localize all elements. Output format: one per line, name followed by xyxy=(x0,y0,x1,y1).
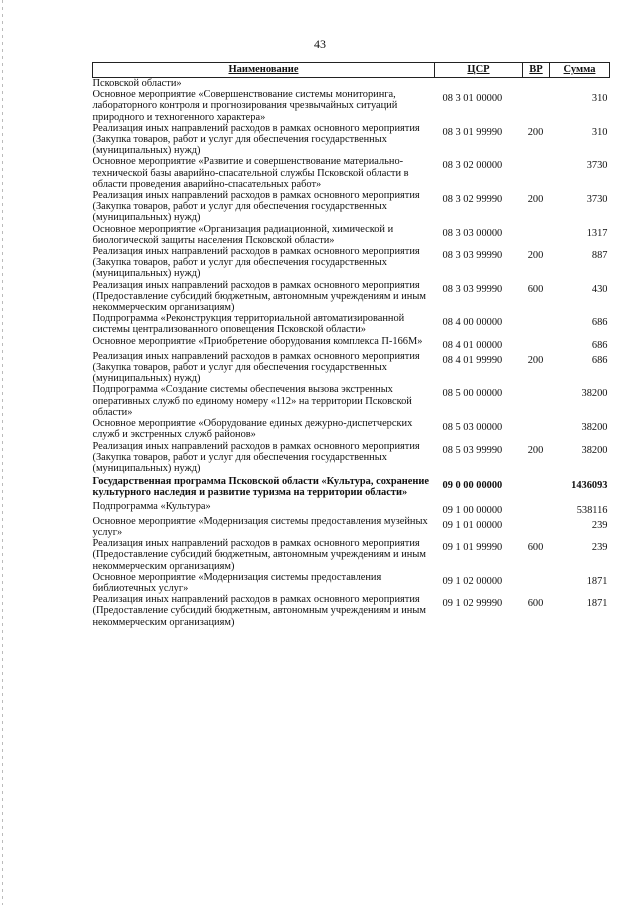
row-csr: 08 4 01 00000 xyxy=(442,339,503,351)
row-name: Реализация иных направлений расходов в рамках основного мероприятия (Закупка товаров, работ и услуг для обеспечения государственных (муниципальных) нужд) xyxy=(92,190,420,224)
row-sum: 1317 xyxy=(586,227,608,239)
table-row xyxy=(93,538,610,572)
row-vr: 200 xyxy=(527,126,544,138)
row-sum: 1871 xyxy=(586,598,608,610)
table-row xyxy=(93,499,610,516)
row-name: Реализация иных направлений расходов в рамках основного мероприятия (Закупка товаров, работ и услуг для обеспечения государственных (муниципальных) нужд) xyxy=(92,350,420,385)
row-sum: 686 xyxy=(591,317,608,329)
row-sum xyxy=(550,78,610,90)
row-sum: 1436093 xyxy=(571,480,608,492)
row-sum: 686 xyxy=(591,339,608,351)
row-name: Псковской области» xyxy=(92,78,182,89)
row-sum: 38200 xyxy=(581,388,608,400)
row-name: Основное мероприятие «Модернизация системы предоставления музейных услуг» xyxy=(92,515,428,538)
row-name: Государственная программа Псковской области «Культура, сохранение культурного наследия и развитие туризма на территории области» xyxy=(92,476,429,499)
header-vr: ВР xyxy=(523,63,550,78)
row-sum: 38200 xyxy=(581,444,608,456)
row-vr xyxy=(523,89,550,123)
table-row xyxy=(93,190,610,224)
row-sum: 538116 xyxy=(576,504,608,516)
page-number: 43 xyxy=(314,37,326,51)
row-csr: 09 1 01 00000 xyxy=(442,519,503,531)
table-body xyxy=(93,78,610,628)
row-sum: 1871 xyxy=(586,575,608,587)
row-csr: 08 5 00 00000 xyxy=(442,388,503,400)
row-name: Реализация иных направлений расходов в рамках основного мероприятия (Предоставление субсидий бюджетным, автономным учреждениям и иным некоммерческим организациям) xyxy=(92,279,426,314)
row-csr: 08 3 01 00000 xyxy=(442,93,503,105)
row-sum: 239 xyxy=(591,519,608,531)
table-row xyxy=(93,156,610,190)
scan-margin-line xyxy=(2,0,3,905)
row-name: Основное мероприятие «Оборудование единых дежурно-диспетчерских служб и экстренных служб районов» xyxy=(92,418,413,441)
row-vr xyxy=(523,384,550,418)
row-vr xyxy=(523,336,550,351)
header-sum: Сумма xyxy=(550,63,610,78)
header-name: Наименование xyxy=(93,63,435,78)
row-csr: 08 3 03 99990 xyxy=(442,250,503,262)
row-vr: 600 xyxy=(527,598,544,610)
row-csr: 08 3 03 99990 xyxy=(442,283,503,295)
row-vr xyxy=(523,499,550,516)
row-sum: 686 xyxy=(591,354,608,366)
row-csr: 08 3 02 99990 xyxy=(442,194,503,206)
row-csr: 08 5 03 99990 xyxy=(442,444,503,456)
row-sum: 239 xyxy=(591,542,608,554)
row-vr xyxy=(523,474,550,498)
row-vr: 600 xyxy=(527,542,544,554)
row-csr: 09 1 01 99990 xyxy=(442,542,503,554)
row-csr: 08 5 03 00000 xyxy=(442,422,503,434)
table-header-row xyxy=(93,63,610,78)
row-name: Реализация иных направлений расходов в рамках основного мероприятия (Закупка товаров, работ и услуг для обеспечения государственных (муниципальных) нужд) xyxy=(92,440,420,474)
row-vr xyxy=(523,313,550,335)
row-vr: 200 xyxy=(527,194,544,206)
row-vr xyxy=(523,156,550,190)
row-name: Основное мероприятие «Совершенствование системы мониторинга, лабораторного контроля и прогнозирования чрезвычайных ситуаций природного и техногенного характера» xyxy=(92,89,398,123)
row-sum: 430 xyxy=(591,283,608,295)
row-csr: 08 3 03 00000 xyxy=(442,227,503,239)
row-vr: 200 xyxy=(527,354,544,366)
row-vr xyxy=(523,516,550,538)
table-row xyxy=(93,336,610,351)
row-name: Основное мероприятие «Организация радиационной, химической и биологической защиты населения Псковской области» xyxy=(92,223,394,246)
row-vr: 200 xyxy=(527,250,544,262)
table-row xyxy=(93,418,610,440)
row-vr xyxy=(523,418,550,440)
row-sum: 887 xyxy=(591,250,608,262)
row-name: Реализация иных направлений расходов в рамках основного мероприятия (Предоставление субсидий бюджетным, автономным учреждениям и иным некоммерческим организациям) xyxy=(92,538,426,572)
row-sum: 3730 xyxy=(586,160,608,172)
row-csr: 08 4 01 99990 xyxy=(442,354,503,366)
row-sum: 310 xyxy=(591,126,608,138)
budget-table xyxy=(92,62,610,628)
table-row xyxy=(93,594,610,628)
row-csr: 08 3 02 00000 xyxy=(442,160,503,172)
row-csr xyxy=(435,78,523,90)
row-csr: 08 3 01 99990 xyxy=(442,126,503,138)
table-row xyxy=(93,313,610,335)
row-sum: 310 xyxy=(591,93,608,105)
table-row xyxy=(93,224,610,246)
header-csr: ЦСР xyxy=(435,63,523,78)
row-name: Реализация иных направлений расходов в рамках основного мероприятия (Закупка товаров, работ и услуг для обеспечения государственных (муниципальных) нужд) xyxy=(92,122,420,157)
row-vr xyxy=(523,224,550,246)
row-name: Основное мероприятие «Приобретение оборудования комплекса П-166М» xyxy=(92,335,423,347)
row-name: Основное мероприятие «Модернизация системы предоставления библиотечных услуг» xyxy=(92,571,382,594)
row-csr: 08 4 00 00000 xyxy=(442,317,503,329)
row-csr: 09 0 00 00000 xyxy=(442,480,503,492)
table-row xyxy=(93,89,610,123)
row-vr: 200 xyxy=(527,444,544,456)
table-row xyxy=(93,384,610,418)
row-vr xyxy=(523,78,550,90)
table-row xyxy=(93,246,610,280)
row-sum: 3730 xyxy=(586,194,608,206)
row-name: Основное мероприятие «Развитие и совершенствование материально-технической базы аварийно-спасательной службы Псковской области в области проведения аварийно-спасательных работ» xyxy=(92,156,409,190)
table-row xyxy=(93,123,610,157)
table-row xyxy=(93,280,610,314)
row-csr: 09 1 02 99990 xyxy=(442,598,503,610)
row-name: Подпрограмма «Культура» xyxy=(92,500,211,512)
row-vr xyxy=(523,572,550,594)
table-row xyxy=(93,351,610,385)
table-row xyxy=(93,441,610,475)
table-row xyxy=(93,572,610,594)
row-name: Подпрограмма «Реконструкция территориальной автоматизированной системы централизованного оповещения Псковской области» xyxy=(92,313,405,336)
row-sum: 38200 xyxy=(581,422,608,434)
row-csr: 09 1 00 00000 xyxy=(442,504,503,516)
table-row xyxy=(93,516,610,538)
table-row xyxy=(93,474,610,498)
row-vr: 600 xyxy=(527,283,544,295)
row-name: Подпрограмма «Создание системы обеспечения вызова экстренных оперативных служб по единому номеру «112» на территории Псковской области» xyxy=(92,384,412,418)
row-name: Реализация иных направлений расходов в рамках основного мероприятия (Предоставление субсидий бюджетным, автономным учреждениям и иным некоммерческим организациям) xyxy=(92,594,426,628)
row-name: Реализация иных направлений расходов в рамках основного мероприятия (Закупка товаров, работ и услуг для обеспечения государственных (муниципальных) нужд) xyxy=(92,246,420,280)
row-csr: 09 1 02 00000 xyxy=(442,575,503,587)
table-row xyxy=(93,78,610,90)
